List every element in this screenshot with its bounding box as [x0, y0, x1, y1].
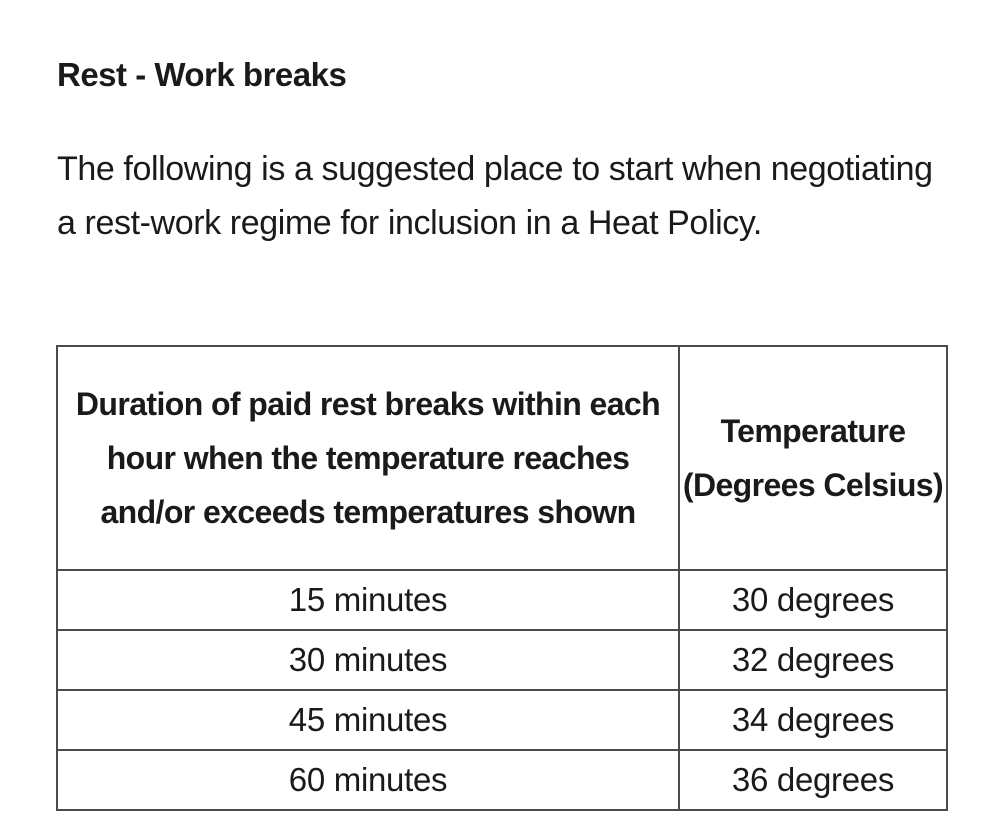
- header-duration: Duration of paid rest breaks within each hour when the temperature reaches and/or exceeds temperatures shown: [57, 346, 679, 570]
- table-header-row: [57, 346, 947, 570]
- table-row: [57, 690, 947, 750]
- section-heading: Rest - Work breaks: [57, 56, 347, 93]
- duration-cell: 30 minutes: [57, 630, 679, 690]
- intro-paragraph: The following is a suggested place to start when negotiating a rest-work regime for inclusion in a Heat Policy.: [57, 150, 933, 242]
- rest-work-table: [56, 345, 948, 811]
- duration-cell: 15 minutes: [57, 570, 679, 630]
- temperature-cell: 36 degrees: [679, 750, 947, 810]
- table-row: [57, 570, 947, 630]
- temperature-cell: 32 degrees: [679, 630, 947, 690]
- table-row: [57, 630, 947, 690]
- table-row: [57, 750, 947, 810]
- duration-cell: 45 minutes: [57, 690, 679, 750]
- temperature-cell: 34 degrees: [679, 690, 947, 750]
- temperature-cell: 30 degrees: [679, 570, 947, 630]
- duration-cell: 60 minutes: [57, 750, 679, 810]
- header-temperature: Temperature (Degrees Celsius): [679, 346, 947, 570]
